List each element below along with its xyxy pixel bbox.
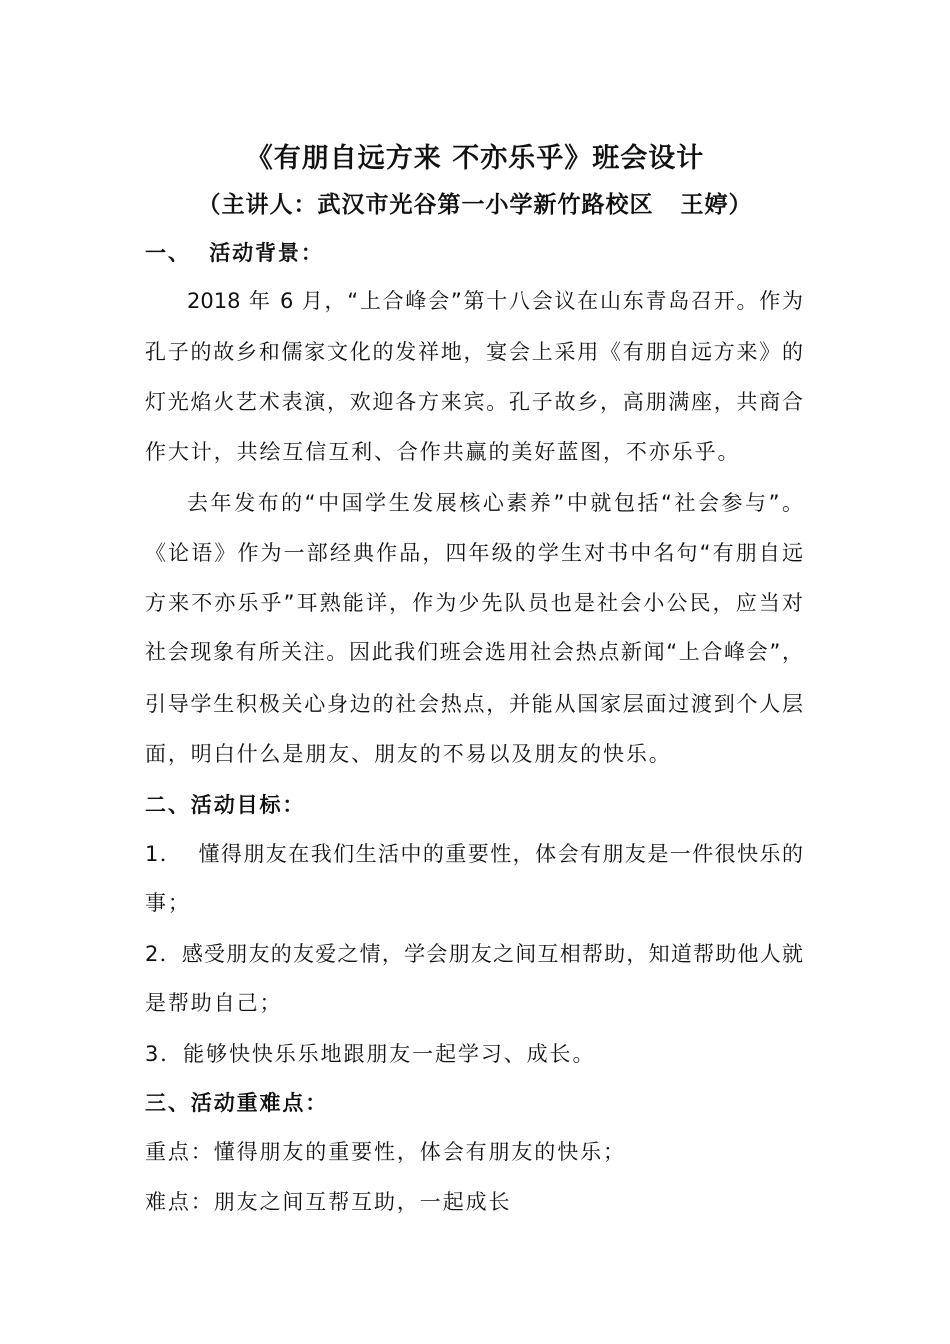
list-item: 3．能够快快乐乐地跟朋友一起学习、成长。 [145,1042,596,1066]
list-item: 2．感受朋友的友爱之情，学会朋友之间互相帮助，知道帮助他人就 [145,942,803,966]
document-title: 《有朋自远方来 不亦乐乎》班会设计 [245,143,705,174]
list-item: 是帮助自己； [145,991,283,1015]
paragraph-line: 引导学生积极关心身边的社会热点，并能从国家层面过渡到个人层 [145,692,803,716]
paragraph-line: 作大计，共绘互信互利、合作共赢的美好蓝图，不亦乐乎。 [145,440,741,464]
paragraph-line: 面，明白什么是朋友、朋友的不易以及朋友的快乐。 [145,742,672,766]
paragraph-line: 灯光焰火艺术表演，欢迎各方来宾。孔子故乡，高朋满座，共商合 [145,390,803,414]
section-heading-background: 一、 活动背景： [145,241,324,265]
list-item: 事； [145,891,191,915]
list-item: 1． 懂得朋友在我们生活中的重要性，体会有朋友是一件很快乐的 [145,842,803,866]
paragraph-line: 孔子的故乡和儒家文化的发祥地，宴会上采用《有朋自远方来》的 [145,340,803,364]
section-heading-goals: 二、活动目标： [145,793,306,817]
paragraph-line: 去年发布的“中国学生发展核心素养”中就包括“社会参与”。 [187,491,803,515]
paragraph-line: 社会现象有所关注。因此我们班会选用社会热点新闻“上合峰会”， [145,640,803,664]
difficult-point-line: 难点：朋友之间互帮互助，一起成长 [145,1190,512,1214]
paragraph-line: 方来不亦乐乎”耳熟能详，作为少先队员也是社会小公民，应当对 [145,591,803,615]
paragraph-line: 2018 年 6 月，“上合峰会”第十八会议在山东青岛召开。作为 [187,289,803,313]
document-subtitle: （主讲人：武汉市光谷第一小学新竹路校区 王婷） [197,192,753,218]
paragraph-line: 《论语》作为一部经典作品，四年级的学生对书中名句“有朋自远 [145,541,803,565]
section-heading-key-points: 三、活动重难点： [145,1091,329,1115]
key-point-line: 重点：懂得朋友的重要性，体会有朋友的快乐； [145,1140,626,1164]
